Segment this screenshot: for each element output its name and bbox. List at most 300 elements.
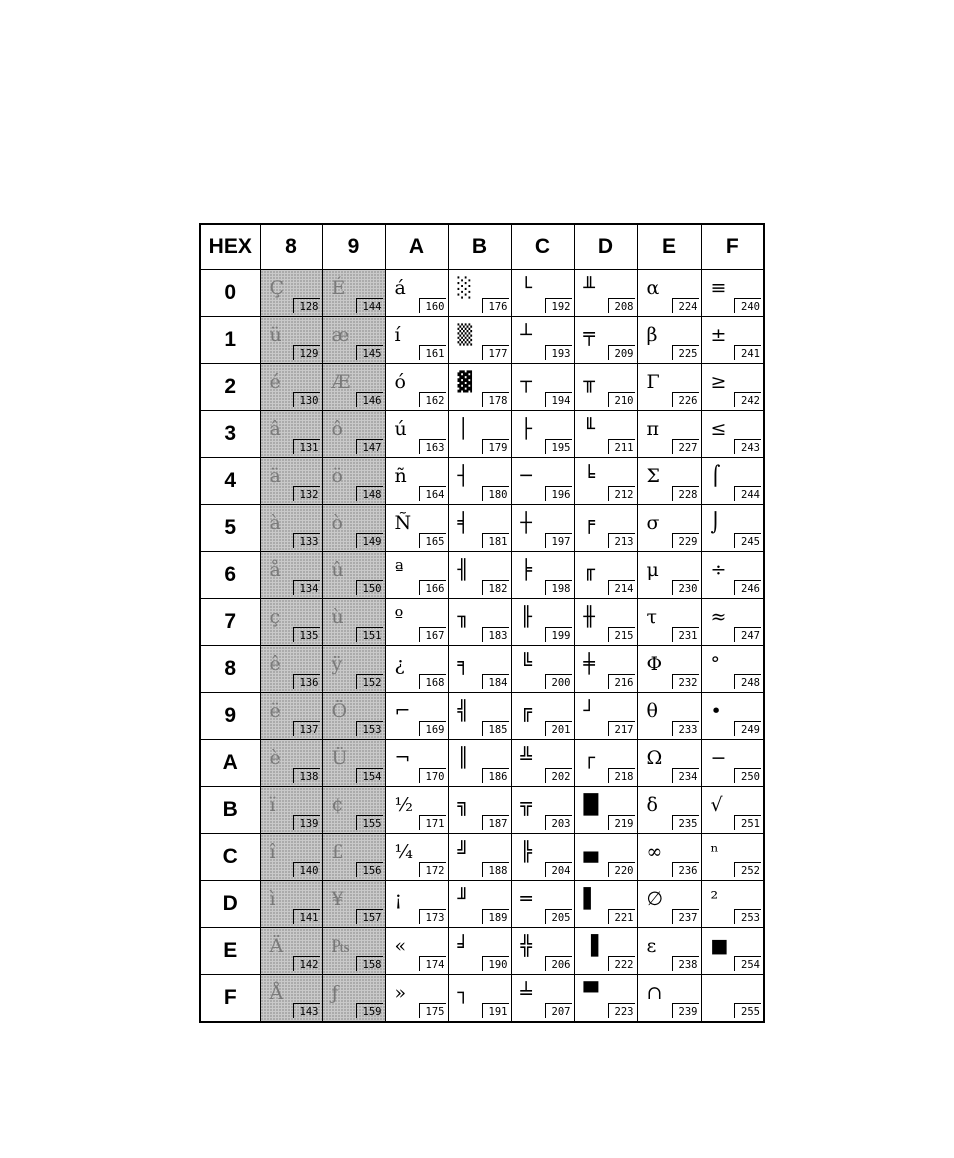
decimal-code: 237 [672,909,699,924]
decimal-code: 182 [482,580,509,595]
char-glyph: ü [269,324,282,346]
decimal-code: 201 [545,721,572,736]
table-row [200,834,764,881]
decimal-code: 214 [608,580,635,595]
decimal-code: 142 [293,956,320,971]
char-cell [701,646,764,693]
decimal-code: 205 [545,909,572,924]
char-cell [448,975,511,1023]
decimal-code: 144 [356,298,383,313]
char-glyph: ≡ [710,277,727,299]
char-cell [385,270,448,317]
char-glyph: ∅ [646,888,664,910]
char-glyph: ╤ [583,324,595,346]
decimal-code: 139 [293,815,320,830]
char-cell [637,834,701,881]
char-cell [511,787,574,834]
decimal-code: 242 [734,392,761,407]
char-glyph: ▄ [583,841,599,863]
decimal-code: 248 [734,674,761,689]
char-cell [322,270,385,317]
char-glyph: ┬ [520,371,532,393]
char-cell [574,411,637,458]
table-row [200,552,764,599]
decimal-code: 160 [419,298,446,313]
char-cell [322,975,385,1023]
char-glyph: ╠ [520,841,532,863]
char-glyph: ╥ [583,371,595,393]
char-cell [322,928,385,975]
decimal-code: 255 [734,1003,761,1018]
char-cell [448,787,511,834]
decimal-code: 228 [672,486,699,501]
char-glyph: ┌ [583,747,595,769]
decimal-code: 195 [545,439,572,454]
char-cell [701,740,764,787]
decimal-code: 241 [734,345,761,360]
char-cell [260,599,322,646]
char-glyph: ╜ [457,888,469,910]
char-cell [322,317,385,364]
char-cell [448,740,511,787]
row-hex-label: B [200,787,260,834]
row-hex-label: 9 [200,693,260,740]
decimal-code: 191 [482,1003,509,1018]
table-row [200,975,764,1023]
char-glyph: █ [583,794,599,816]
decimal-code: 221 [608,909,635,924]
char-cell [322,693,385,740]
decimal-code: 186 [482,768,509,783]
decimal-code: 156 [356,862,383,877]
decimal-code: 136 [293,674,320,689]
decimal-code: 158 [356,956,383,971]
char-glyph: ░ [457,277,473,299]
char-cell [637,505,701,552]
char-glyph: ∞ [646,841,663,863]
char-glyph: ╕ [457,653,469,675]
char-cell [574,646,637,693]
table-row [200,599,764,646]
char-cell [701,928,764,975]
char-glyph: í [394,324,401,346]
char-glyph: δ [646,794,658,816]
char-cell [701,552,764,599]
decimal-code: 149 [356,533,383,548]
char-cell [637,364,701,411]
char-glyph: ╫ [583,606,595,628]
char-glyph: ƒ [331,982,339,1004]
char-glyph: α [646,277,660,299]
char-glyph: Å [269,982,284,1004]
char-cell [701,270,764,317]
decimal-code: 128 [293,298,320,313]
char-glyph: ▒ [457,324,473,346]
decimal-code: 178 [482,392,509,407]
char-glyph: ë [269,700,281,722]
char-cell [637,928,701,975]
char-cell [448,505,511,552]
char-glyph: ╚ [520,653,532,675]
table-row [200,458,764,505]
decimal-code: 244 [734,486,761,501]
char-glyph: ╞ [520,559,532,581]
char-cell [322,458,385,505]
char-glyph: ╪ [583,653,595,675]
char-glyph: Ö [331,700,348,722]
char-cell [260,552,322,599]
char-glyph: β [646,324,658,346]
decimal-code: 245 [734,533,761,548]
decimal-code: 180 [482,486,509,501]
char-cell [637,458,701,505]
row-hex-label: 0 [200,270,260,317]
char-glyph: ╣ [457,700,469,722]
char-glyph: ï [269,794,276,816]
char-cell [511,740,574,787]
char-cell [511,881,574,928]
decimal-code: 151 [356,627,383,642]
char-cell [511,411,574,458]
char-cell [385,411,448,458]
decimal-code: 141 [293,909,320,924]
char-glyph: ┐ [457,982,469,1004]
decimal-code: 224 [672,298,699,313]
char-cell [448,317,511,364]
row-hex-label: 5 [200,505,260,552]
char-glyph: ₧ [331,935,350,957]
decimal-code: 223 [608,1003,635,1018]
char-glyph: ┘ [583,700,595,722]
char-glyph: ╖ [457,606,469,628]
char-cell [637,787,701,834]
char-glyph: ≥ [710,371,727,393]
char-glyph: ⌠ [710,465,721,487]
decimal-code: 181 [482,533,509,548]
char-cell [701,975,764,1023]
decimal-code: 187 [482,815,509,830]
char-cell [385,505,448,552]
char-glyph: Ñ [394,512,412,534]
header-col-f: F [701,224,764,270]
decimal-code: 246 [734,580,761,595]
char-glyph: ─ [520,465,532,487]
header-col-b: B [448,224,511,270]
decimal-code: 134 [293,580,320,595]
table-row [200,364,764,411]
decimal-code: 222 [608,956,635,971]
char-glyph: ² [710,888,719,910]
char-cell [322,834,385,881]
header-col-d: D [574,224,637,270]
header-col-9: 9 [322,224,385,270]
char-glyph: ╓ [583,559,595,581]
char-cell [511,317,574,364]
char-glyph: ½ [394,794,413,816]
decimal-code: 167 [419,627,446,642]
char-glyph: ¼ [394,841,413,863]
char-cell [574,317,637,364]
char-glyph: ª [394,559,404,581]
char-glyph: â [269,418,281,440]
char-glyph: ¢ [331,794,344,816]
char-glyph: ù [331,606,344,628]
decimal-code: 217 [608,721,635,736]
char-glyph: ê [269,653,281,675]
decimal-code: 210 [608,392,635,407]
decimal-code: 226 [672,392,699,407]
decimal-code: 229 [672,533,699,548]
char-cell [322,787,385,834]
char-cell [511,458,574,505]
decimal-code: 208 [608,298,635,313]
char-glyph: − [710,747,727,769]
char-glyph: ╗ [457,794,469,816]
decimal-code: 170 [419,768,446,783]
decimal-code: 193 [545,345,572,360]
char-cell [701,458,764,505]
char-glyph: è [269,747,281,769]
char-cell [260,881,322,928]
char-glyph: ¬ [394,747,411,769]
table-row [200,505,764,552]
char-glyph: à [269,512,281,534]
decimal-code: 231 [672,627,699,642]
decimal-code: 179 [482,439,509,454]
header-col-e: E [637,224,701,270]
char-glyph: » [394,982,407,1004]
char-cell [574,787,637,834]
char-cell [448,270,511,317]
char-cell [322,411,385,458]
decimal-code: 159 [356,1003,383,1018]
char-cell [637,881,701,928]
decimal-code: 183 [482,627,509,642]
char-cell [385,599,448,646]
decimal-code: 145 [356,345,383,360]
decimal-code: 163 [419,439,446,454]
decimal-code: 146 [356,392,383,407]
char-glyph: ó [394,371,406,393]
char-cell [701,364,764,411]
char-cell [260,505,322,552]
decimal-code: 212 [608,486,635,501]
char-cell [260,693,322,740]
char-glyph: ■ [710,935,729,957]
char-glyph: θ [646,700,658,722]
decimal-code: 135 [293,627,320,642]
decimal-code: 202 [545,768,572,783]
decimal-code: 220 [608,862,635,877]
row-hex-label: 8 [200,646,260,693]
char-cell [385,975,448,1023]
decimal-code: 150 [356,580,383,595]
row-hex-label: D [200,881,260,928]
char-cell [260,270,322,317]
char-cell [260,975,322,1023]
char-cell [448,834,511,881]
decimal-code: 192 [545,298,572,313]
decimal-code: 190 [482,956,509,971]
char-cell [260,364,322,411]
char-glyph: √ [710,794,723,816]
char-cell [448,599,511,646]
char-cell [260,928,322,975]
char-cell [260,834,322,881]
char-cell [574,505,637,552]
decimal-code: 143 [293,1003,320,1018]
table-row [200,646,764,693]
char-cell [385,552,448,599]
decimal-code: 197 [545,533,572,548]
char-cell [574,928,637,975]
header-col-8: 8 [260,224,322,270]
decimal-code: 166 [419,580,446,595]
char-cell [448,458,511,505]
char-glyph: │ [457,418,469,440]
decimal-code: 173 [419,909,446,924]
char-glyph: ╨ [583,277,595,299]
char-cell [260,740,322,787]
char-cell [511,693,574,740]
decimal-code: 152 [356,674,383,689]
char-glyph: ╒ [583,512,595,534]
decimal-code: 133 [293,533,320,548]
char-cell [574,834,637,881]
char-cell [448,646,511,693]
char-cell [574,552,637,599]
decimal-code: 137 [293,721,320,736]
char-glyph: Γ [646,371,660,393]
char-glyph: ì [269,888,276,910]
table-row [200,928,764,975]
decimal-code: 153 [356,721,383,736]
char-cell [385,693,448,740]
char-cell [637,646,701,693]
char-cell [385,317,448,364]
char-glyph: ┤ [457,465,469,487]
char-glyph: £ [331,841,344,863]
char-cell [701,505,764,552]
decimal-code: 174 [419,956,446,971]
header-col-c: C [511,224,574,270]
char-cell [260,787,322,834]
char-cell [574,693,637,740]
decimal-code: 177 [482,345,509,360]
table-body [200,270,764,1023]
decimal-code: 161 [419,345,446,360]
decimal-code: 168 [419,674,446,689]
decimal-code: 204 [545,862,572,877]
decimal-code: 154 [356,768,383,783]
char-cell [322,364,385,411]
char-glyph: ╝ [457,841,469,863]
char-cell [385,834,448,881]
char-cell [511,505,574,552]
table-row [200,787,764,834]
decimal-code: 155 [356,815,383,830]
char-glyph: ö [331,465,343,487]
row-hex-label: 4 [200,458,260,505]
char-glyph: ╟ [520,606,532,628]
char-cell [260,411,322,458]
decimal-code: 129 [293,345,320,360]
char-glyph: μ [646,559,659,581]
decimal-code: 157 [356,909,383,924]
row-hex-label: 6 [200,552,260,599]
header-row [200,224,764,270]
char-glyph: á [394,277,406,299]
char-glyph: ⁿ [710,841,719,863]
char-glyph: ▐ [583,935,599,957]
char-glyph: Ω [646,747,663,769]
decimal-code: 227 [672,439,699,454]
char-glyph: « [394,935,407,957]
decimal-code: 203 [545,815,572,830]
char-glyph: ÷ [710,559,727,581]
char-cell [448,928,511,975]
decimal-code: 250 [734,768,761,783]
char-glyph: └ [520,277,532,299]
char-glyph: ≤ [710,418,727,440]
decimal-code: 234 [672,768,699,783]
char-glyph: ñ [394,465,407,487]
char-glyph: ú [394,418,407,440]
char-glyph: ÿ [331,653,343,675]
row-hex-label: F [200,975,260,1023]
table-row [200,411,764,458]
char-glyph: Σ [646,465,660,487]
char-cell [511,599,574,646]
decimal-code: 232 [672,674,699,689]
char-cell [322,740,385,787]
decimal-code: 240 [734,298,761,313]
char-glyph: ▀ [583,982,599,1004]
decimal-code: 176 [482,298,509,313]
char-cell [511,552,574,599]
char-glyph: ╧ [520,982,532,1004]
table-row [200,740,764,787]
decimal-code: 236 [672,862,699,877]
char-cell [701,693,764,740]
decimal-code: 254 [734,956,761,971]
char-cell [637,411,701,458]
char-glyph: ▓ [457,371,473,393]
char-glyph: ┼ [520,512,532,534]
decimal-code: 188 [482,862,509,877]
char-glyph: ═ [520,888,532,910]
char-glyph: Ä [269,935,284,957]
decimal-code: 162 [419,392,446,407]
char-cell [322,881,385,928]
char-cell [637,270,701,317]
decimal-code: 164 [419,486,446,501]
char-cell [574,881,637,928]
char-glyph: º [394,606,404,628]
char-cell [574,364,637,411]
decimal-code: 251 [734,815,761,830]
char-glyph: Φ [646,653,663,675]
decimal-code: 247 [734,627,761,642]
decimal-code: 218 [608,768,635,783]
decimal-code: 252 [734,862,761,877]
decimal-code: 198 [545,580,572,595]
row-hex-label: 3 [200,411,260,458]
char-glyph: • [710,700,722,722]
char-cell [637,975,701,1023]
decimal-code: 206 [545,956,572,971]
char-cell [637,693,701,740]
